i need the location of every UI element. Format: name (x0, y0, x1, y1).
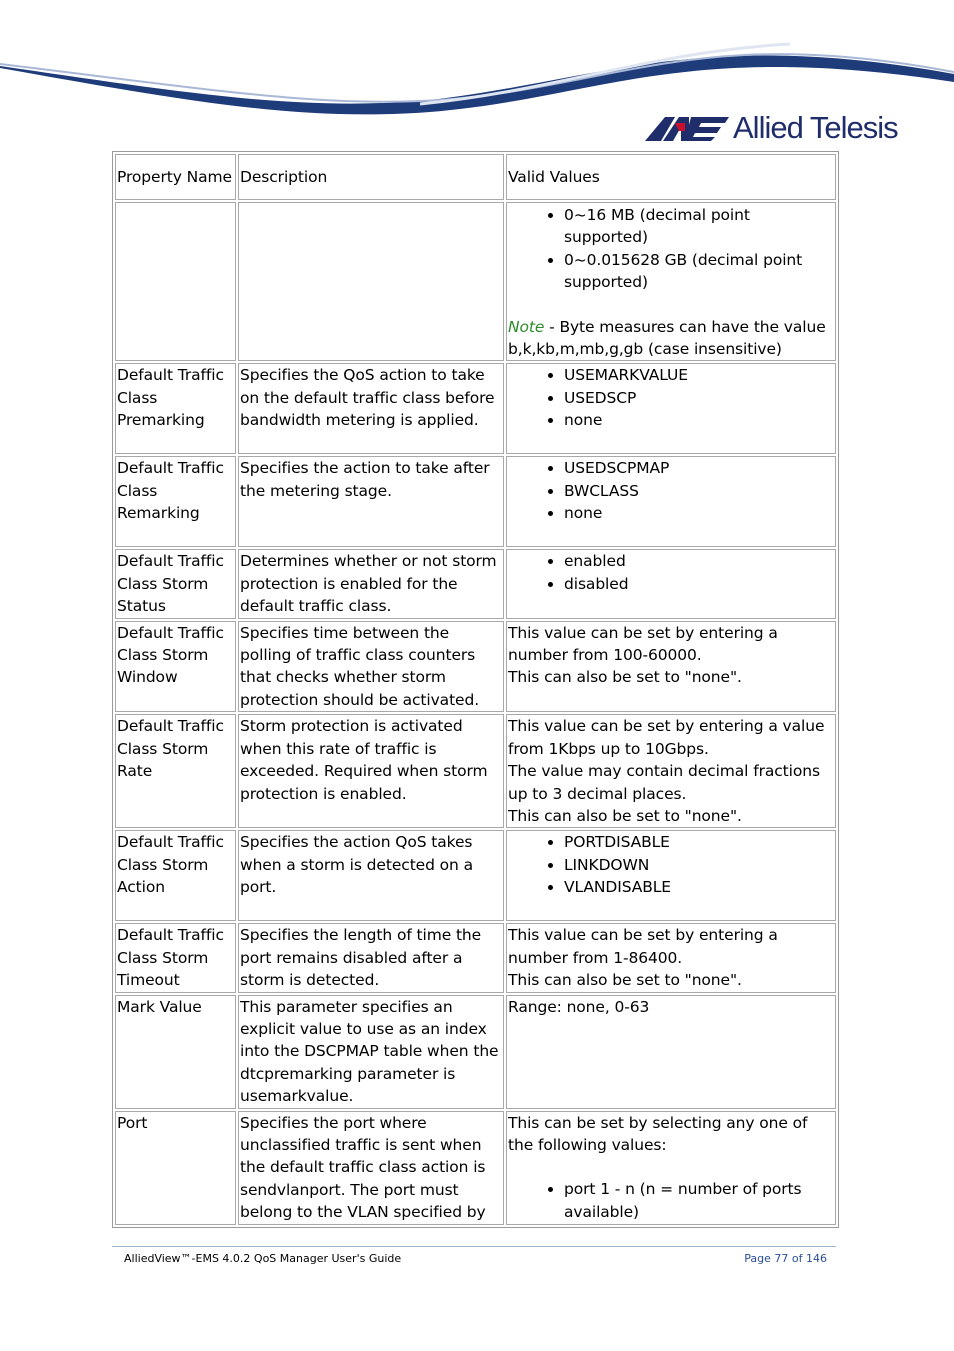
description-cell: Determines whether or not storm protection is enabled for the default traffic class. (238, 549, 504, 618)
property-name-cell: Default Traffic Class Storm Action (115, 830, 236, 921)
list-item: • none (564, 502, 834, 524)
footer-divider (112, 1246, 836, 1247)
value-line: This can also be set to "none". (508, 806, 742, 825)
description-cell: Specifies the port where unclassified traffic is sent when the default traffic class action is sendvlanport. The port must belong to the VLAN specified by (238, 1111, 504, 1225)
values-list (508, 364, 834, 431)
table-row (115, 549, 836, 618)
valid-values-cell (506, 549, 836, 618)
table-row (115, 995, 836, 1109)
property-name-cell: Port (115, 1111, 236, 1225)
property-name-cell: Default Traffic Class Storm Timeout (115, 923, 236, 992)
note-text (508, 316, 834, 361)
value-line: This value can be set by entering a number from 100-60000. (508, 623, 778, 665)
description-cell: Specifies the action to take after the metering stage. (238, 456, 504, 547)
valid-values-cell (506, 830, 836, 921)
valid-values-cell (506, 456, 836, 547)
property-name-cell: Default Traffic Class Premarking (115, 363, 236, 454)
value-line: This can also be set to "none". (508, 971, 742, 990)
value-line: Range: none, 0-63 (508, 997, 650, 1016)
list-item: • enabled (564, 550, 834, 572)
value-line: This can also be set to "none". (508, 668, 742, 687)
list-item: • USEDSCPMAP (564, 457, 834, 479)
valid-values-cell (506, 621, 836, 713)
header-property-name: Property Name (115, 154, 236, 200)
valid-values-cell (506, 1111, 836, 1225)
property-name-cell: Default Traffic Class Storm Status (115, 549, 236, 618)
spacer (508, 294, 834, 316)
value-line: This value can be set by entering a number from 1-86400. (508, 926, 778, 967)
spacer (508, 1156, 834, 1178)
valid-values-cell (506, 714, 836, 828)
list-item: • VLANDISABLE (564, 876, 834, 898)
header-description: Description (238, 154, 504, 200)
list-item: • 0~16 MB (decimal point supported) (564, 204, 834, 249)
value-line: This can be set by selecting any one of the following values: (508, 1113, 808, 1154)
values-list (508, 831, 834, 898)
description-cell: Specifies the length of time the port remains disabled after a storm is detected. (238, 923, 504, 992)
list-item: • PORTDISABLE (564, 831, 834, 853)
values-list (508, 457, 834, 524)
allied-telesis-logo-icon (645, 113, 729, 143)
header-valid-values: Valid Values (506, 154, 836, 200)
table-row (115, 621, 836, 713)
brand-logo (645, 108, 898, 148)
properties-table (112, 151, 839, 1228)
list-item: • disabled (564, 573, 834, 595)
valid-values-cell (506, 363, 836, 454)
table-row (115, 714, 836, 828)
table-row (115, 202, 836, 361)
description-cell: Specifies time between the polling of traffic class counters that checks whether storm protection should be activated. (238, 621, 504, 713)
description-cell (238, 202, 504, 361)
description-cell: Specifies the action QoS takes when a storm is detected on a port. (238, 830, 504, 921)
footer-guide-title: AlliedView™-EMS 4.0.2 QoS Manager User's Guide (124, 1252, 402, 1265)
note-body: - Byte measures can have the value b,k,kb,m,mb,g,gb (case insensitive) (508, 317, 826, 359)
valid-values-cell (506, 995, 836, 1109)
list-item: • LINKDOWN (564, 854, 834, 876)
list-item: • BWCLASS (564, 480, 834, 502)
table-row (115, 1111, 836, 1225)
property-name-cell (115, 202, 236, 361)
list-item: • USEMARKVALUE (564, 364, 834, 386)
list-item: • USEDSCP (564, 387, 834, 409)
table-header-row (115, 154, 836, 200)
description-cell: This parameter specifies an explicit value to use as an index into the DSCPMAP table when the dtcpremarking parameter is usemarkvalue. (238, 995, 504, 1109)
property-name-cell: Default Traffic Class Storm Rate (115, 714, 236, 828)
list-item: • none (564, 409, 834, 431)
valid-values-cell (506, 202, 836, 361)
footer-page-number: Page 77 of 146 (744, 1252, 827, 1265)
property-name-cell: Default Traffic Class Storm Window (115, 621, 236, 713)
list-item: • port 1 - n (n = number of ports available) (564, 1178, 834, 1223)
value-line: The value may contain decimal fractions up to 3 decimal places. (508, 762, 820, 803)
list-item: • 0~0.015628 GB (decimal point supported) (564, 249, 834, 294)
value-line: This value can be set by entering a value from 1Kbps up to 10Gbps. (508, 717, 825, 758)
valid-values-cell (506, 923, 836, 992)
values-list (508, 204, 834, 294)
property-name-cell: Default Traffic Class Remarking (115, 456, 236, 547)
description-cell: Specifies the QoS action to take on the default traffic class before bandwidth metering is applied. (238, 363, 504, 454)
table-row (115, 923, 836, 992)
table-row (115, 456, 836, 547)
property-name-cell: Mark Value (115, 995, 236, 1109)
values-list (508, 550, 834, 595)
note-label: Note (508, 317, 545, 336)
description-cell: Storm protection is activated when this rate of traffic is exceeded. Required when storm protection is enabled. (238, 714, 504, 828)
values-list (508, 1178, 834, 1223)
table-row (115, 363, 836, 454)
table-row (115, 830, 836, 921)
brand-name: Allied Telesis (733, 110, 898, 145)
